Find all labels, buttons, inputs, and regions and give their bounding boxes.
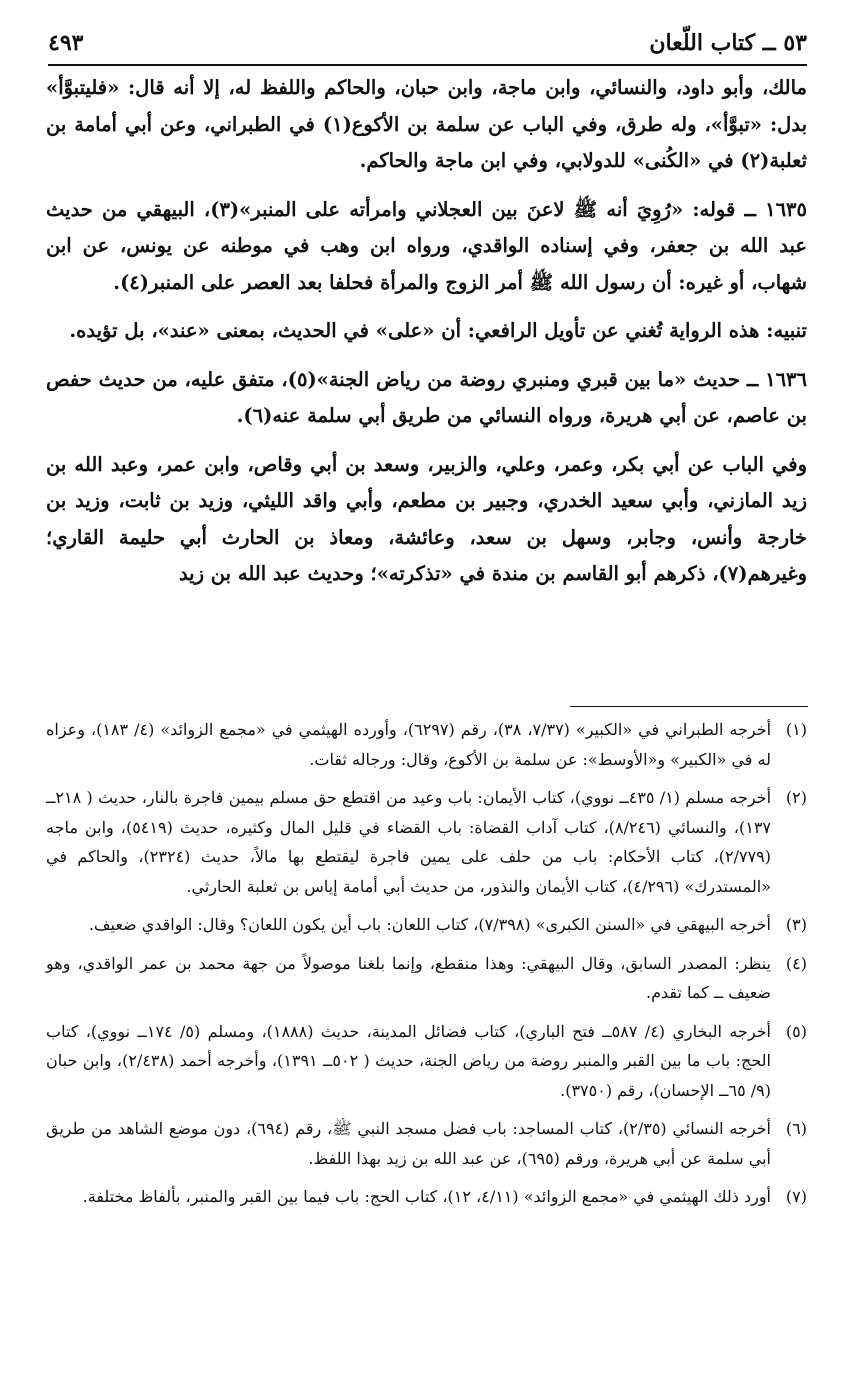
main-text: [46, 70, 807, 605]
page-number: ٤٩٣: [48, 30, 84, 56]
running-title: ٥٣ ــ كتاب اللّعان: [649, 30, 807, 56]
footnotes: [46, 715, 807, 1221]
footnote-text: أخرجه الطبراني في «الكبير» (٧/٣٧، ٣٨)، رقم (٦٢٩٧)، وأورده الهيثمي في «مجمع الزوائد» (٤/ ١٨٣)، وعزاه له في «الكبير» و«الأوسط»: عن سلمة بن الأكوع، وقال: ورجاله ثقات.: [46, 720, 772, 769]
footnote-text: أخرجه البخاري (٤/ ٥٨٧ــ فتح الباري)، كتاب فضائل المدينة، حديث (١٨٨٨)، ومسلم (٥/ ١٧٤ــ نووي)، كتاب الحج: باب ما بين القبر والمنبر روضة من رياض الجنة، حديث ( ٥٠٢ــ ١٣٩١)، وأخرجه أحمد (٢/٤٣٨)، وابن حبان (٩/ ٦٥ــ الإحسان)، رقم (٣٧٥٠).: [46, 1021, 771, 1100]
footnote-number: (٦): [785, 1119, 807, 1138]
footnote-item: [46, 783, 807, 901]
paragraph-related-narrators: وفي الباب عن أبي بكر، وعمر، وعلي، والزبير، وسعد بن أبي وقاص، وابن عمر، وعبد الله بن زيد المازني، وأبي سعيد الخدري، وجبير بن مطعم، وأبي واقد الليثي، وزيد بن ثابت، وزيد بن خارجة وأنس، وجابر، وسهل بن سعد، وعائشة، ومعاذ بن الحارث أبي حليمة القاري؛ وغيرهم(٧)، ذكرهم أبو القاسم بن مندة في «تذكرته»؛ وحديث عبد الله بن زيد: [46, 452, 807, 585]
footnote-text: أخرجه البيهقي في «السنن الكبرى» (٧/٣٩٨)، كتاب اللعان: باب أين يكون اللعان؟ وقال: الواقدي ضعيف.: [88, 915, 771, 934]
paragraph-hadith-1636: ١٦٣٦ ــ حديث «ما بين قبري ومنبري روضة من رياض الجنة»(٥)، متفق عليه، من حديث حفص بن عاصم، عن أبي هريرة، ورواه النسائي من طريق أبي سلمة عنه(٦).: [46, 367, 808, 427]
footnote-item: [46, 949, 807, 1008]
footnote-number: (٢): [785, 788, 807, 807]
footnote-item: [46, 1182, 807, 1212]
footnote-item: [46, 1017, 807, 1106]
footnote-number: (٥): [785, 1021, 807, 1041]
footnote-item: [46, 715, 807, 774]
footnote-text: أخرجه مسلم (١/ ٤٣٥ــ نووي)، كتاب الأيمان: باب وعيد من اقتطع حق مسلم بيمين فاجرة بالنار، حديث ( ٢١٨ــ ١٣٧)، والنسائي (٨/٢٤٦)، كتاب آداب القضاة: باب القضاء في قليل المال وكثيره، حديث (٥٤١٩)، وابن ماجه (٢/٧٧٩)، كتاب الأحكام: باب من حلف على يمين فاجرة ليقتطع بها مالاً، حديث (٢٣٢٤)، والحاكم في «المستدرك» (٤/٢٩٦)، كتاب الأيمان والنذور، من حديث أبي أمامة إياس بن ثعلبة الحارثي.: [46, 788, 772, 896]
footnote-text: أورد ذلك الهيثمي في «مجمع الزوائد» (٤/١١، ١٢)، كتاب الحج: باب فيما بين القبر والمنبر، بألفاظ مختلفة.: [82, 1187, 771, 1206]
footnote-text: أخرجه النسائي (٢/٣٥)، كتاب المساجد: باب فضل مسجد النبي ﷺ، رقم (٦٩٤)، دون موضع الشاهد من طريق أبي سلمة عن أبي هريرة، ورقم (٦٩٥)، عن عبد الله بن زيد بهذا اللفظ.: [46, 1119, 771, 1168]
footnote-number: (٧): [785, 1187, 807, 1206]
footnote-divider: [570, 706, 808, 707]
footnote-item: [46, 1114, 807, 1173]
footnote-item: [46, 910, 807, 940]
paragraph-hadith-1635: ١٦٣٥ ــ قوله: «رُوِيَ أنه ﷺ لاعنَ بين العجلاني وامرأته على المنبر»(٣)، البيهقي من حديث عبد الله بن جعفر، وفي إسناده الواقدي، ورواه ابن وهب في موطنه عن يونس، عن ابن شهاب، أو غيره: أن رسول الله ﷺ أمر الزوج والمرأة فحلفا بعد العصر على المنبر(٤).: [46, 197, 807, 294]
paragraph-continuation: مالك، وأبو داود، والنسائي، وابن ماجة، وابن حبان، والحاكم واللفظ له، إلا أنه قال: «فليتبوَّأ» بدل: «تبوَّأ»، وله طرق، وفي الباب عن سلمة بن الأكوع(١) في الطبراني، وعن أبي أمامة بن ثعلبة(٢) في «الكُنى» للدولابي، وفي ابن ماجة والحاكم.: [46, 76, 807, 172]
footnote-number: (١): [785, 720, 807, 739]
footnote-number: (٣): [785, 915, 807, 934]
footnote-number: (٤): [785, 953, 807, 973]
paragraph-note-tanbih: تنبيه: هذه الرواية تُغني عن تأويل الرافعي: أن «على» في الحديث، بمعنى «عند»، بل تؤيده.: [69, 319, 807, 342]
footnote-text: ينظر: المصدر السابق، وقال البيهقي: وهذا منقطع، وإنما بلغنا موصولاً من جهة محمد بن عمر الواقدي، وهو ضعيف ــ كما تقدم.: [46, 953, 771, 1002]
page-header: [48, 24, 807, 66]
